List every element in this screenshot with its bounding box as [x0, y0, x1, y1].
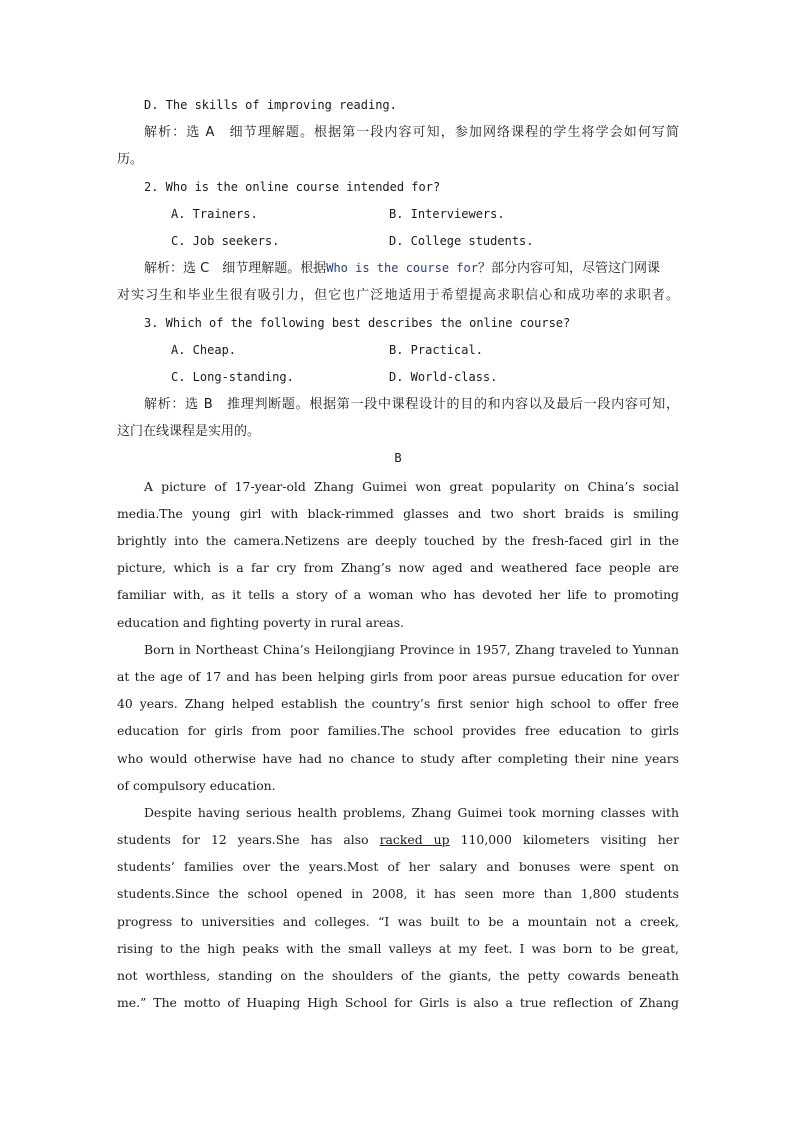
- paragraph-1-line: education and fighting poverty in rural areas.: [117, 614, 404, 630]
- analysis-1-line-1: 解析：选 A 细节理解题。根据第一段内容可知，参加网络课程的学生将学会如何写简: [144, 125, 679, 141]
- q3-option-a: A. Cheap.: [171, 342, 237, 357]
- section-title: B: [394, 451, 402, 466]
- paragraph-2-line: education for girls from poor families.The school provides free education to girls: [117, 723, 679, 739]
- q1-option-d: D. The skills of improving reading.: [144, 98, 397, 112]
- paragraph-1-line: brightly into the camera.Netizens are deeply touched by the fresh-faced girl in the: [117, 533, 679, 548]
- analysis-3-line-2: 这门在线课程是实用的。: [117, 424, 261, 440]
- q2-option-c: C. Job seekers.: [171, 233, 280, 248]
- q2-options-row-1: [117, 201, 679, 228]
- analysis-2-part-2: ？部分内容可知，尽管这门网课: [477, 261, 660, 277]
- q2-option-a: A. Trainers.: [171, 206, 258, 221]
- paragraph-1-line: A picture of 17-year-old Zhang Guimei won great popularity on China’s social: [144, 478, 679, 494]
- q3-stem: 3. Which of the following best describes the online course?: [144, 315, 571, 330]
- paragraph-3-line: students’ families over the years.Most of her salary and bonuses were spent on: [117, 859, 679, 875]
- analysis-3-line-1: 解析：选 B 推理判断题。根据第一段中课程设计的目的和内容以及最后一段内容可知，: [144, 397, 679, 413]
- analysis-1-line-2: 历。: [117, 152, 144, 168]
- paragraph-1-line: media.The young girl with black-rimmed glasses and two short braids is smiling: [117, 505, 679, 521]
- paragraph-3-line: students.Since the school opened in 2008, it has seen more than 1,800 students: [117, 886, 679, 902]
- paragraph-1-line: picture, which is a far cry from Zhang’s now aged and weathered face people are: [117, 560, 679, 576]
- analysis-2-quote: Who is the course for: [326, 261, 478, 276]
- paragraph-2-line: Born in Northeast China’s Heilongjiang Province in 1957, Zhang traveled to Yunnan: [144, 641, 679, 657]
- paragraph-2-line: 40 years. Zhang helped establish the country’s first senior high school to offer free: [117, 696, 679, 712]
- p3-line2-after: 110,000 kilometers visiting her: [449, 832, 679, 848]
- paragraph-2-line: who would otherwise have had no chance to study after completing their nine years: [117, 750, 679, 766]
- q2-option-b: B. Interviewers.: [389, 206, 505, 221]
- paragraph-3-line: progress to universities and colleges. “I was built to be a mountain not a creek,: [117, 913, 679, 929]
- paragraph-3-line: [117, 826, 679, 853]
- analysis-2-part-1: 解析：选 C 细节理解题。根据: [144, 261, 327, 277]
- q3-options-row-1: [117, 337, 679, 364]
- paragraph-2-line: at the age of 17 and has been helping girls from poor areas pursue education for over: [117, 668, 679, 684]
- p3-line2-before: students for 12 years.She has also: [117, 832, 380, 848]
- paragraph-1-line: familiar with, as it tells a story of a woman who has devoted her life to promoting: [117, 587, 679, 603]
- analysis-2-line-2: 对实习生和毕业生很有吸引力，但它也广泛地适用于希望提高求职信心和成功率的求职者。: [117, 288, 679, 304]
- q2-stem: 2. Who is the online course intended for?: [144, 179, 441, 194]
- q2-option-d: D. College students.: [389, 233, 534, 248]
- q3-option-d: D. World-class.: [389, 369, 498, 384]
- paragraph-3-line: not worthless, standing on the shoulders of the giants, the petty cowards beneath: [117, 968, 679, 983]
- paragraph-3-line: rising to the high peaks with the small valleys at my feet. I was born to be great,: [117, 940, 679, 956]
- q2-options-row-2: [117, 228, 679, 255]
- paragraph-3-line: me.” The motto of Huaping High School for Girls is also a true reflection of Zhang: [117, 995, 679, 1011]
- document-page: [117, 92, 679, 1016]
- racked-up-underlined: racked up: [379, 832, 450, 848]
- analysis-2-line-1: [117, 255, 679, 282]
- paragraph-3-line: Despite having serious health problems, Zhang Guimei took morning classes with: [144, 804, 679, 820]
- q3-options-row-2: [117, 364, 679, 391]
- paragraph-2-line: of compulsory education.: [117, 777, 276, 793]
- q3-option-b: B. Practical.: [389, 342, 483, 357]
- q3-option-c: C. Long-standing.: [171, 369, 294, 384]
